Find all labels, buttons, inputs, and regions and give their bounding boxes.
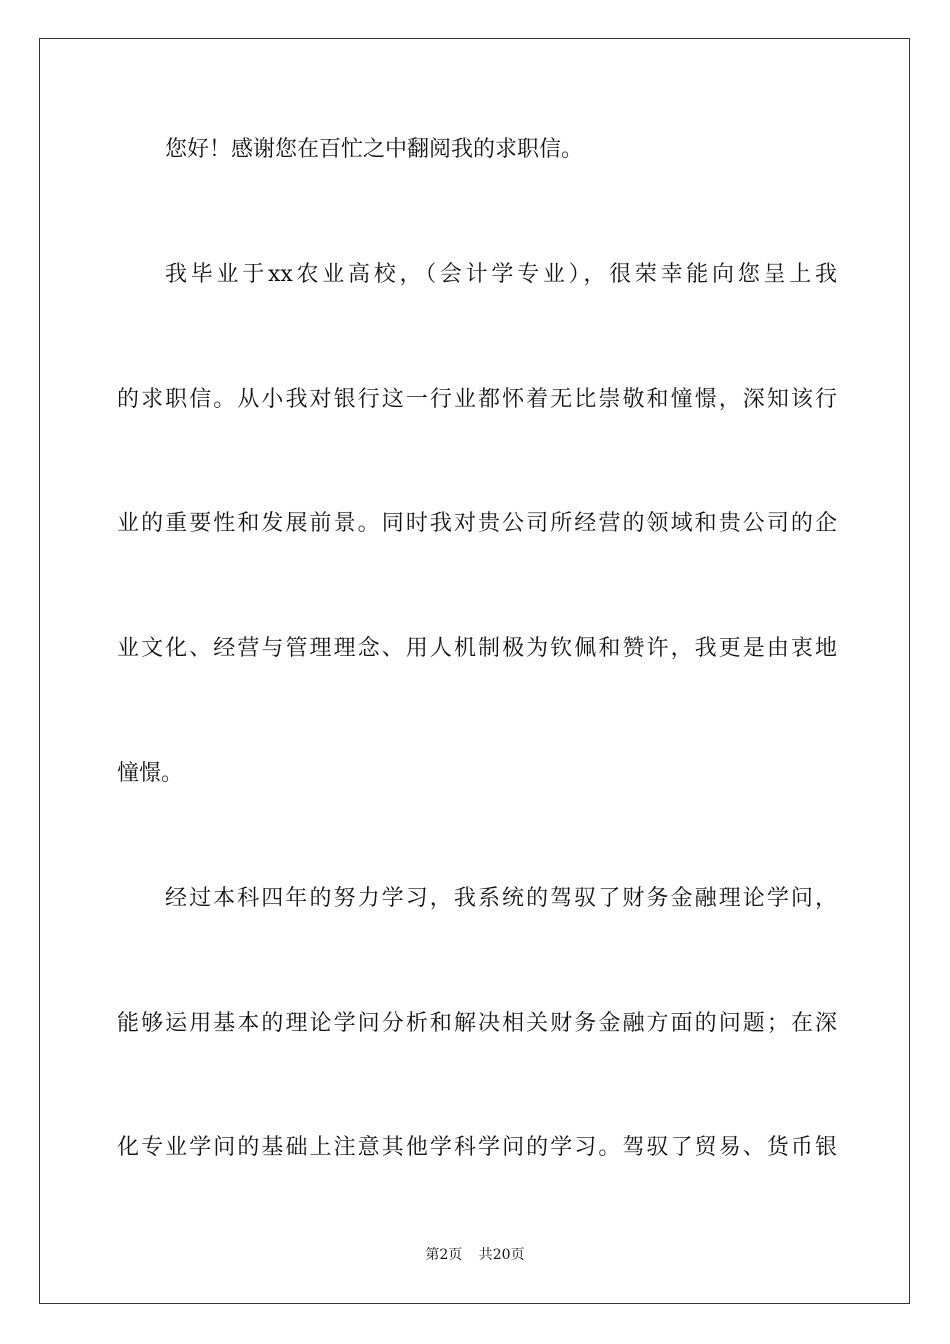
paragraph-line: 的求职信。从小我对银行这一行业都怀着无比崇敬和憧憬，深知该行: [117, 387, 837, 412]
paragraph-line: 能够运用基本的理论学问分析和解决相关财务金融方面的问题；在深: [117, 1011, 837, 1036]
paragraph-line: 您好！感谢您在百忙之中翻阅我的求职信。: [165, 137, 584, 162]
page-footer: [0, 1246, 950, 1264]
paragraph-line: 我毕业于xx农业高校，（会计学专业），很荣幸能向您呈上我: [165, 262, 837, 287]
paragraph-line: 业的重要性和发展前景。同时我对贵公司所经营的领域和贵公司的企: [117, 511, 837, 536]
paragraph-line: 化专业学问的基础上注意其他学科学问的学习。驾驭了贸易、货币银: [117, 1135, 837, 1160]
page-total: 共20页: [478, 1247, 525, 1263]
paragraph-line: 经过本科四年的努力学习，我系统的驾驭了财务金融理论学问，: [165, 886, 837, 911]
page-frame: [39, 38, 910, 1304]
paragraph-line: 业文化、经营与管理理念、用人机制极为钦佩和赞许，我更是由衷地: [117, 636, 837, 661]
paragraph-line: 憧憬。: [117, 761, 184, 786]
page-number: 第2页: [425, 1247, 463, 1263]
